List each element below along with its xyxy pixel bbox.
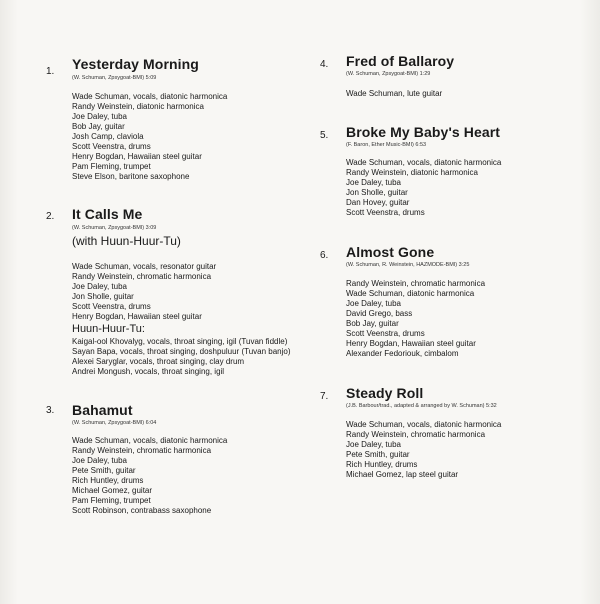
track-credit: (W. Schuman, Zpsygoat-BMI) 1:29 — [346, 71, 431, 77]
track-number: 1. — [46, 66, 55, 77]
track-number: 3. — [46, 405, 55, 416]
track-credit: (W. Schuman, Zpsygoat-BMI) 3:09 — [72, 225, 157, 231]
track-subtitle: (with Huun-Huur-Tu) — [72, 234, 181, 248]
musician-list — [346, 89, 442, 99]
musician: Jon Sholle, guitar — [346, 188, 408, 197]
track-title: Steady Roll — [346, 385, 424, 401]
musician: Wade Schuman, lute guitar — [346, 89, 443, 98]
musician: Randy Weinstein, chromatic harmonica — [72, 446, 212, 455]
track-number: 5. — [320, 130, 329, 141]
track-title: Broke My Baby's Heart — [346, 124, 501, 140]
musician: Alexander Fedoriouk, cimbalom — [346, 349, 459, 358]
musician: Henry Bogdan, Hawaiian steel guitar — [72, 312, 202, 321]
musician: Pam Fleming, trumpet — [72, 496, 151, 505]
track-title: Bahamut — [72, 402, 133, 418]
group-musician-list — [72, 337, 291, 377]
musician-list — [346, 158, 501, 218]
musician: Pete Smith, guitar — [346, 450, 410, 459]
musician: Scott Robinson, contrabass saxophone — [72, 506, 212, 515]
musician: Michael Gomez, lap steel guitar — [346, 470, 459, 479]
track-title: It Calls Me — [72, 206, 143, 222]
track-number: 7. — [320, 391, 329, 402]
musician: Scott Veenstra, drums — [72, 302, 151, 311]
musician: David Grego, bass — [346, 309, 413, 318]
musician: Alexei Saryglar, vocals, throat singing, clay drum — [72, 357, 245, 366]
musician: Michael Gomez, guitar — [72, 486, 153, 495]
track-title: Almost Gone — [346, 244, 435, 260]
musician: Randy Weinstein, diatonic harmonica — [346, 168, 478, 177]
musician: Wade Schuman, diatonic harmonica — [346, 289, 475, 298]
track-number: 2. — [46, 211, 55, 222]
musician-list — [72, 92, 227, 182]
musician: Henry Bogdan, Hawaiian steel guitar — [72, 152, 202, 161]
musician: Bob Jay, guitar — [346, 319, 399, 328]
musician: Wade Schuman, vocals, diatonic harmonica — [346, 158, 502, 167]
musician-list — [346, 420, 501, 480]
musician: Steve Elson, baritone saxophone — [72, 172, 190, 181]
musician: Scott Veenstra, drums — [72, 142, 151, 151]
musician: Pete Smith, guitar — [72, 466, 136, 475]
track-credit: (F. Baron, Ether Music-BMI) 6:53 — [346, 142, 427, 148]
musician: Rich Huntley, drums — [346, 460, 418, 469]
musician-list — [72, 262, 216, 322]
musician: Sayan Bapa, vocals, throat singing, doshpuluur (Tuvan banjo) — [72, 347, 291, 356]
track-title: Fred of Ballaroy — [346, 53, 455, 69]
musician: Joe Daley, tuba — [72, 112, 127, 121]
musician: Randy Weinstein, chromatic harmonica — [72, 272, 212, 281]
musician: Scott Veenstra, drums — [346, 208, 425, 217]
musician: Wade Schuman, vocals, diatonic harmonica — [72, 92, 228, 101]
musician: Randy Weinstein, diatonic harmonica — [72, 102, 204, 111]
musician: Randy Weinstein, chromatic harmonica — [346, 430, 486, 439]
musician: Randy Weinstein, chromatic harmonica — [346, 279, 486, 288]
musician: Pam Fleming, trumpet — [72, 162, 151, 171]
track-credit: (W. Schuman, Zpsygoat-BMI) 5:09 — [72, 75, 157, 81]
musician-list — [346, 279, 485, 359]
musician: Wade Schuman, vocals, resonator guitar — [72, 262, 217, 271]
group-heading: Huun-Huur-Tu: — [72, 323, 145, 335]
musician: Wade Schuman, vocals, diatonic harmonica — [72, 436, 228, 445]
musician-list — [72, 436, 227, 516]
musician: Bob Jay, guitar — [72, 122, 125, 131]
musician: Joe Daley, tuba — [346, 440, 401, 449]
musician: Scott Veenstra, drums — [346, 329, 425, 338]
musician: Jon Sholle, guitar — [72, 292, 134, 301]
track-title: Yesterday Morning — [72, 56, 199, 72]
musician: Joe Daley, tuba — [346, 178, 401, 187]
musician: Joe Daley, tuba — [72, 282, 127, 291]
musician: Joe Daley, tuba — [72, 456, 127, 465]
musician: Joe Daley, tuba — [346, 299, 401, 308]
musician: Dan Hovey, guitar — [346, 198, 410, 207]
musician: Henry Bogdan, Hawaiian steel guitar — [346, 339, 476, 348]
musician: Kaigal-ool Khovalyg, vocals, throat singing, igil (Tuvan fiddle) — [72, 337, 288, 346]
musician: Rich Huntley, drums — [72, 476, 144, 485]
musician: Josh Camp, claviola — [72, 132, 144, 141]
track-credit: (J.B. Barbour/trad., adapted & arranged by W. Schuman) 5:32 — [346, 403, 497, 409]
track-credit: (W. Schuman, Zpsygoat-BMI) 6:04 — [72, 420, 157, 426]
musician: Wade Schuman, vocals, diatonic harmonica — [346, 420, 502, 429]
track-credit: (W. Schuman, R. Weinstein, HAZMODE-BMI) 3:25 — [346, 262, 470, 268]
musician: Andrei Mongush, vocals, throat singing, igil — [72, 367, 225, 376]
track-number: 6. — [320, 250, 329, 261]
track-number: 4. — [320, 59, 329, 70]
